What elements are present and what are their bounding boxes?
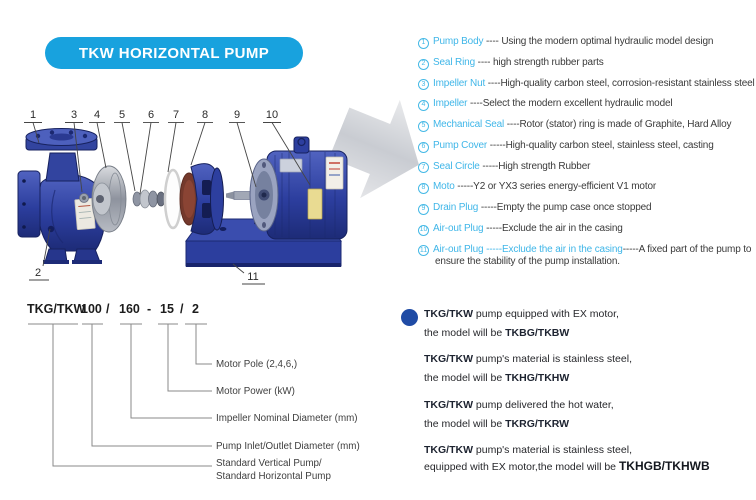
callout-10: 10 (265, 109, 279, 121)
part-desc: ----Rotor (stator) ring is made of Graphite, Hard Alloy (504, 119, 732, 131)
nomenclature-label: Motor Pole (2,4,6,) (216, 359, 298, 370)
list-item (418, 202, 756, 215)
parts-list (418, 36, 756, 277)
note (424, 308, 754, 340)
note (424, 399, 754, 431)
circled-number: 6 (418, 142, 429, 153)
drain-plug (48, 226, 54, 232)
note-model: TKHG/TKHW (505, 372, 570, 385)
note-text: the model will be (424, 372, 506, 385)
part-name: Moto (433, 181, 455, 193)
part-desc: -----Empty the pump case once stopped (478, 202, 652, 214)
part-name: Air-out Plug -----Exclude the air in the casing (433, 243, 623, 255)
list-item (418, 119, 756, 132)
nomenclature-label: Pump Inlet/Outlet Diameter (mm) (216, 441, 360, 452)
circled-number: 3 (418, 79, 429, 90)
note-model: TKBG/TKBW (505, 327, 570, 340)
note-text: the model will be (424, 417, 506, 430)
model-segment: / (180, 302, 184, 316)
callout-5: 5 (118, 109, 126, 121)
pump-cover (180, 164, 224, 235)
note (424, 444, 754, 474)
model-segment: 2 (192, 302, 199, 316)
part-desc: -----Y2 or YX3 series energy-efficient V1 motor (454, 181, 657, 193)
list-item (418, 36, 756, 49)
part-name: Air-out Plug (433, 222, 484, 234)
note-model: TKHGB/TKHWB (618, 458, 710, 473)
circled-number: 7 (418, 162, 429, 173)
part-desc: -----High-quality carbon steel, stainless steel, casting (487, 139, 714, 151)
note (424, 353, 754, 385)
part-desc: ---- Using the modern optimal hydraulic model design (483, 36, 714, 47)
mechanical-seal (133, 190, 165, 208)
circled-number: 5 (418, 121, 429, 132)
circled-number: 9 (418, 204, 429, 215)
impeller-nut (80, 194, 89, 203)
note-text: pump's material is stainless steel, (473, 353, 632, 366)
model-segment: / (106, 302, 110, 316)
motor-shaft-tip (226, 192, 234, 200)
bullet-icon (401, 309, 418, 326)
nomenclature-label: Standard Horizontal Pump (216, 471, 331, 482)
circled-number: 1 (418, 38, 429, 49)
impeller (92, 166, 126, 232)
warranty-label (308, 189, 322, 219)
callout-4: 4 (93, 109, 101, 121)
note-model: TKRG/TKRW (505, 417, 570, 430)
model-variant-notes (424, 308, 754, 487)
part-desc: ---- high strength rubber parts (475, 56, 604, 68)
part-name: Impeller Nut (433, 77, 486, 89)
part-name: Seal Ring (433, 56, 476, 68)
part-name: Pump Cover (433, 139, 488, 151)
part-desc: ----High-quality carbon steel, corrosion-resistant stainless steel (485, 77, 755, 89)
list-item (418, 223, 756, 236)
note-text: pump's material is stainless steel, (473, 443, 632, 456)
list-item (418, 161, 756, 174)
page-title (45, 37, 303, 69)
motor-label (326, 157, 343, 189)
callout-6: 6 (147, 109, 155, 121)
callout-7: 7 (172, 109, 180, 121)
model-segment: 160 (119, 302, 140, 316)
seal-circle (165, 170, 181, 228)
list-item (418, 57, 756, 70)
note-prefix: TKG/TKW (424, 443, 473, 456)
circled-number: 2 (418, 59, 429, 70)
callout-8: 8 (201, 109, 209, 121)
note-prefix: TKG/TKW (424, 353, 473, 366)
list-item (418, 244, 756, 269)
list-item (418, 140, 756, 153)
callout-1: 1 (29, 109, 37, 121)
motor-plate (280, 159, 302, 172)
model-segment: 15 (160, 302, 174, 316)
note-text: the model will be (424, 327, 506, 340)
note-prefix: TKG/TKW (424, 398, 473, 411)
callout-2: 2 (34, 267, 42, 279)
note-prefix: TKG/TKW (424, 308, 473, 320)
part-desc: -----High strength Rubber (479, 160, 591, 172)
nomenclature-label: Impeller Nominal Diameter (mm) (216, 413, 358, 424)
model-segment: 100 (81, 302, 102, 316)
part-desc: -----Exclude the air in the casing (483, 222, 623, 234)
part-name: Seal Circle (433, 160, 480, 172)
note-text: equipped with EX motor,the model will be (424, 460, 619, 473)
list-item (418, 78, 756, 91)
part-desc: -----A fixed part of the pump to ensure the stability of the pump installation. (435, 243, 752, 268)
nomenclature-label: Motor Power (kW) (216, 386, 295, 397)
part-desc: ----Select the modern excellent hydraulic model (467, 98, 673, 110)
callout-11: 11 (247, 271, 259, 283)
part-name: Impeller (433, 98, 468, 110)
model-segment: TKG/TKW (27, 302, 86, 316)
nomenclature-label: Standard Vertical Pump/ (216, 458, 322, 469)
circled-number: 4 (418, 100, 429, 111)
exploded-pump-diagram (5, 95, 405, 295)
part-name: Pump Body (433, 36, 484, 47)
part-name: Mechanical Seal (433, 119, 505, 131)
model-nomenclature (20, 296, 380, 496)
model-segment: - (147, 302, 152, 316)
callout-3: 3 (70, 109, 78, 121)
list-item (418, 98, 756, 111)
circled-number: 10 (418, 225, 429, 236)
circled-number: 11 (418, 245, 429, 256)
part-name: Drain Plug (433, 202, 479, 214)
note-text: pump delivered the hot water, (473, 398, 614, 411)
note-text: pump equipped with EX motor, (473, 308, 619, 320)
list-item (418, 181, 756, 194)
circled-number: 8 (418, 183, 429, 194)
page-title-text: TKW HORIZONTAL PUMP (78, 44, 270, 62)
callout-9: 9 (233, 109, 241, 121)
